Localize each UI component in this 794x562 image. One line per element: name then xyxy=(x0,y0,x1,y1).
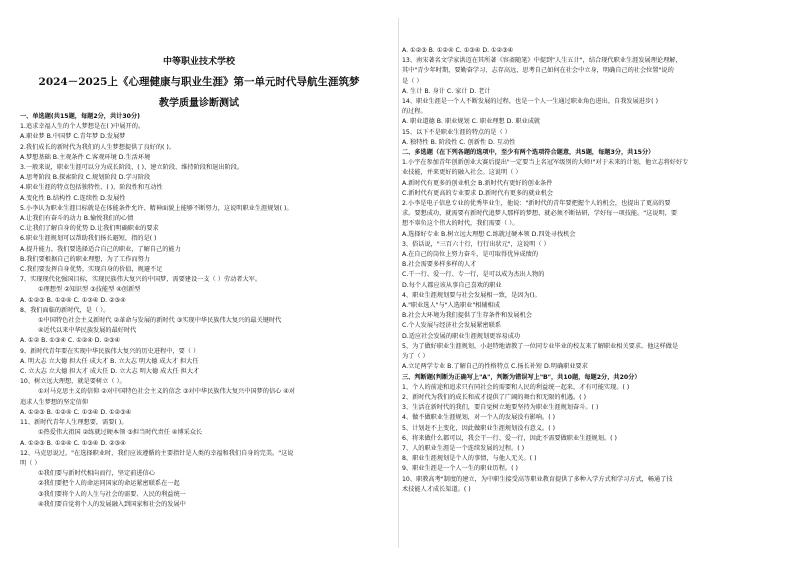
question-line: 5.小李认为职业生涯目标就是在体能条件允许、精神面貌上能够不断努力，这说明职业生涯规划( )。 xyxy=(20,204,293,212)
question-line: A. 独特性 B. 阶段性 C. 创新性 D. 互动性 xyxy=(402,138,516,146)
question-line: 12、马克思说过，"在选择职业时，我们应该遵循的主要指针是人类的幸福和我们自身的完美。"这说 xyxy=(20,449,294,457)
left-column xyxy=(20,112,392,510)
question-line: A. ①②③ B. ①②④ C. ①③④ D. ②③④ xyxy=(20,439,126,447)
exam-subtitle: 教学质量诊断测试 xyxy=(159,98,239,109)
question-line: 6、将来做什么都可以，我会干一行、爱一行，因此不需要做职业生涯规划。( ) xyxy=(402,434,617,442)
question-line: A. 明大志 立大德 担大任 成大才 B. 立大志 明大德 成大才 担大任 xyxy=(20,357,199,365)
question-line: A.提升能力，我们要选择适合自己的职业，了解自己的能力 xyxy=(20,245,181,253)
school-name: 中等职业技术学校 xyxy=(162,57,235,67)
question-line: 15、以下不是职业生涯的特点的是（ ） xyxy=(402,128,511,136)
question-line: C. 立大志 立大德 担大才 成大任 D. 立大志 明大德 成大任 担大才 xyxy=(20,368,200,376)
question-line: A.让我们有奋斗的动力 B.愉悦我们的心情 xyxy=(20,215,134,223)
question-line: 4、做不做职业生涯规划，对一个人的发展没有影响。( ) xyxy=(402,414,556,422)
question-line: A. ①② B. ①③④ C. ①②④ D. ②③④ xyxy=(20,337,121,345)
question-line: A.变化性 B.结构性 C.连续性 D.发展性 xyxy=(20,194,126,202)
question-line: ③我们要将个人的人生与社会的需要、人民的利益统一 xyxy=(38,490,186,498)
question-line: A.选择好专业 B.树立远大理想 C.练就过硬本领 D.四处寻找机会 xyxy=(402,230,576,238)
question-line: 2.我们成长的新时代为我们的人生梦想提供了良好的( )。 xyxy=(20,143,176,151)
question-line: 是（ ） xyxy=(402,77,423,85)
question-line: 9、新时代青年要在实现中华民族伟大复兴的历史进程中，要（ ） xyxy=(20,347,200,355)
question-line: 业技能，并来更好的融入社会。这说明（ ） xyxy=(402,169,522,177)
question-line: ①对马克思主义的信仰 ②对中国特色社会主义的信念 ③对中华民族伟大复兴中国梦的信心 ④对 xyxy=(38,388,296,396)
question-line: 一、单选题(共15题，每题2分，共计30分) xyxy=(20,113,140,120)
question-line: 8、职业生涯规划是个人的事情，与他人无关。( ) xyxy=(402,455,537,463)
question-line: 想不辜负这个伟大的时代，我们需要（ ）。 xyxy=(402,220,519,228)
question-line: 11、新时代青年人生理想要，需要( )。 xyxy=(20,419,128,427)
question-line: 明（ ） xyxy=(20,459,41,467)
question-line: C.个人发展与经济社会发展紧密联系 xyxy=(402,322,502,330)
question-line: ①中国特色社会主义新时代 ②革命与发展的新时代 ③实现中华民族伟大复兴的最关键时代 xyxy=(38,317,282,325)
question-line: 10、树立远大理想，就是要树立（ ）。 xyxy=(20,378,126,386)
question-line: 7、实现现代化强国目标，实现民族伟大复兴的中国梦，需要建设一支（ ）劳动者大军。 xyxy=(20,276,262,284)
question-line: B.社会大环境为我们提供了生存条件和发展机会 xyxy=(402,312,532,320)
question-line: 10、职教高考"制度的建立，为中职生接受高等职业教育提供了多种入学方式和学习方式，畅通了技 xyxy=(402,475,673,483)
question-line: 追求人生梦想的坚定信仰 xyxy=(20,398,89,406)
question-line: A.思考阶段 B.探索阶段 C.规划阶段 D.学习阶段 xyxy=(20,174,151,182)
question-line: 7、人的职业生涯是一个连续发展的过程。( ) xyxy=(402,444,525,452)
question-line: 1.追求幸福人生的个人梦想是在( )中展开的。 xyxy=(20,123,145,131)
question-line: 4.职业生涯的特点包括独特性、( )、阶段性和互动性 xyxy=(20,184,163,192)
question-line: 其中"青少年时期，要勤奋学习、志存高远，思考自己如何在社会中立身，明确自己的社会位置"说的 xyxy=(402,67,674,75)
question-line: 6.职业生涯规划可以帮助我们扬长避短，指的是( ) xyxy=(20,235,157,243)
question-line: A. 生计 B. 身计 C. 家计 D. 老计 xyxy=(402,87,491,95)
question-line: 13、南宋著名文学家洪迈在其所著《容斋随笔》中提到"人生五计"，结合现代职业生涯发展理论理解， xyxy=(402,57,682,65)
question-line: B.社会需要多样多样的人才 xyxy=(402,261,477,269)
question-line: A.立足两学专业 B.了解自己的性格特点 C.扬长补短 D.明确职业要求 xyxy=(402,363,588,371)
question-line: D.适应社会发展的职业生涯规划更容易成功 xyxy=(402,332,521,340)
question-line: 术技能人才成长渠道。( ) xyxy=(402,485,471,493)
question-line: A.职业梦 B.中国梦 C.青年梦 D.发展梦 xyxy=(20,133,126,141)
question-line: ①我们要与新时代相向而行，坚定前进信心 xyxy=(38,470,155,478)
question-line: ①理想型 ②知识型 ③技能型 ④创新型 xyxy=(38,286,141,294)
question-line: 的过程。 xyxy=(402,108,427,116)
column-divider xyxy=(398,18,399,548)
question-line: ④近代以来中华民族发展的最好时代 xyxy=(38,327,137,335)
question-line: 1、个人的前途和追求只有同社会的需要和人民的利益统一起来，才有可能实现。( ) xyxy=(402,383,630,391)
right-column xyxy=(402,46,778,495)
question-line: 求。要想成功，就需要有新时代追梦人那样的梦想，就必须不断钻研，学好每一项技能。"这说明，要 xyxy=(402,210,678,218)
question-line: 8、我们面临的新时代，是（ ）。 xyxy=(20,306,110,314)
question-line: A.梦想基础 B.主观条件 C.客观环境 D.生活环境 xyxy=(20,153,151,161)
question-line: A. 职业道德 B. 职业规划 C. 职业理想 D. 职业成就 xyxy=(402,118,541,126)
question-line: A. ①②③ B. ①②④ C. ①③④ D. ②③④ xyxy=(20,296,126,304)
question-line: C.我们要发挥自身优势，实现自身的价值，规避不足 xyxy=(20,266,163,274)
question-line: 3、生活在新时代的我们，要自觉树立地要坚持为职业生涯规划奋斗。( ) xyxy=(402,404,599,412)
question-line: A.新时代有更多的创业机会 B.新时代有更好的创业条件 xyxy=(402,179,553,187)
exam-title: 2024－2025上《心理健康与职业生涯》第一单元时代导航生涯筑梦 xyxy=(38,76,360,88)
question-line: D.每个人都应该从事自己喜欢的职业 xyxy=(402,281,502,289)
question-line: 4、职业生涯规划要与社会发展相一致，是因为()。 xyxy=(402,291,541,299)
question-line: 三、判断题(判断为正确写上"A"，判断为错误写上"B"，共10题，每题2分，共20分） xyxy=(402,373,641,381)
question-line: 二、多选题（在下列各题的选项中，至少有两个选项符合题意，共5题，每题3分，共15分） xyxy=(402,149,655,157)
question-line: ①热爱伟大祖国 ②练就过硬本领 ③担当时代责任 ④博采众长 xyxy=(38,429,203,437)
question-line: 2、新时代为我们的成长和成才提供了广阔的舞台和无限的机遇。( ) xyxy=(402,393,586,401)
question-line: C.让我们了解自身的优势 D.让我们明确职业的要求 xyxy=(20,225,159,233)
question-line: 9、职业生涯是一个人一生的职业历程。( ) xyxy=(402,465,518,473)
question-line: ④我们要自觉将个人的发展融入到国家和社会的发展中 xyxy=(38,500,186,508)
question-line: 5、为了做好职业生涯规划，小赵特地请教了一位同专业毕业的校友来了解职业相关要求。他这样做是 xyxy=(402,342,679,350)
question-line: C.新时代有更高的专业要求 D.新时代有更多的就业机会 xyxy=(402,189,554,197)
question-line: A."职业选人"与"人选职业"相辅相成 xyxy=(402,302,500,310)
question-line: 1.小宇在参加青年创新创业大赛后提出"一定要当上名冠军级别的大师!"对于未来的计划，他立志将好好专 xyxy=(402,159,689,167)
question-line: B.我们要根据自己的职业理想，为了工作而努力 xyxy=(20,255,150,263)
question-line: C.干一行、爱一行、专一行，是可以成为杰出人物的 xyxy=(402,271,545,279)
question-line: 5、计划赶不上变化，因此做职业生涯规划没有意义。( ) xyxy=(402,424,556,432)
question-line: 3、俗话说，"三百六十行，行行出状元"，这说明（ ） xyxy=(402,240,550,248)
question-line: A.在自己的岗位上努力奋斗，是可取得优异成绩的 xyxy=(402,251,539,259)
question-line: 3.一般来说，职业生涯可以分为成长阶段、( )、建立阶段、维持阶段和退出阶段。 xyxy=(20,164,244,172)
question-line: A. ①②③ B. ①②④ C. ①③④ D. ①②③④ xyxy=(20,408,132,416)
question-line: 为了（ ） xyxy=(402,353,429,361)
question-line: 2.小李是电子信息专业的优秀毕业生，他说："新时代的青年要把握个人的机会，也提出了更高的要 xyxy=(402,200,671,208)
question-line: 14、职业生涯是一个人不断发展的过程，也是一个人一生通过职业角色进出，自我发展进步( ) xyxy=(402,98,658,106)
question-line: ②我们要把个人的命运同国家的命运紧密联系在一起 xyxy=(38,480,180,488)
question-line: A. ①②③ B. ①②④ C. ①③④ D. ①②③④ xyxy=(402,47,514,54)
